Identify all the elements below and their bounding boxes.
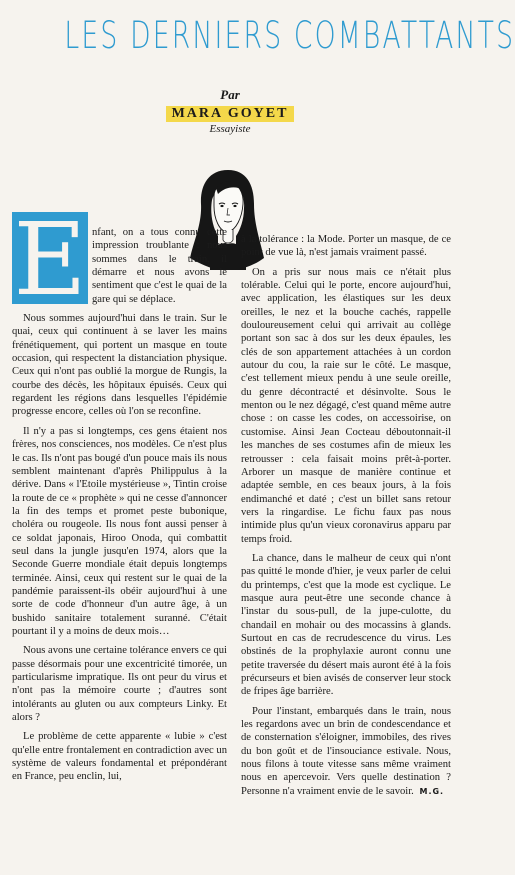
author-signature: M.G. bbox=[419, 786, 445, 796]
paragraph: La chance, dans le malheur de ceux qui n'ont pas quitté le monde d'hier, je veux parler de celui du printemps, c'est que la mode est cyclique. Le masque aura peut-être une seconde chance à l'instar du sous-pull, de la jupe-culotte, du chandail en mohair ou des mocassins à glands. Surtout en cas de recrudescence du virus. Les obstinés de la prophylaxie auront connu une petite traversée du désert mais auront été à la fois précurseurs et bien avisés de conserver leur stock de fripes âge barrière. bbox=[241, 552, 451, 698]
drop-cap-letter: E bbox=[13, 201, 87, 318]
drop-cap-spacer bbox=[12, 212, 92, 298]
paragraph-text: Pour l'instant, embarqués dans le train, nous les regardons avec un brin de condescendance et de consternation s'éloigner, immobiles, des rives du bon goût et de l'insouciance estivale. Nous, nous filons à toute vitesse sans même vraiment nous en apercevoir. Vers quelle destination ? Personne n'a vraiment envie de le savoir. bbox=[241, 705, 451, 797]
article-column-right bbox=[241, 233, 451, 798]
paragraph: Le problème de cette apparente « lubie » c'est qu'elle entre frontalement en contradiction avec un système de valeurs fondamental et prépondérant en France, peu enclin, lui, bbox=[12, 731, 227, 783]
author-name-wrapper bbox=[0, 104, 460, 122]
article-title: LES DERNIERS COMBATTANTS bbox=[64, 14, 515, 57]
paragraph bbox=[241, 705, 451, 798]
paragraph: Nous avons une certaine tolérance envers ce qui passe désormais pour une excentricité timorée, un particularisme impratique. Ils ont peur du virus et n'ont pas la mémoire courte ; d'autres sont intolérants au gluten ou aux compteurs Linky. Et alors ? bbox=[12, 645, 227, 724]
author-role: Essayiste bbox=[209, 123, 251, 135]
paragraph: Nous sommes aujourd'hui dans le train. Sur le quai, ceux qui continuent à se laver les mains frénétiquement, qui portent un masque en toute occasion, qui respectent la distanciation physique. Ceux qui n'ont pas oublié la morgue de Rungis, la courbe des décès, les hôpitaux épuisés. Ceux qui regardent les régions dans lesquelles l'épidémie progresse encore, celles où l'on se reconfine. bbox=[12, 313, 227, 418]
paragraph bbox=[12, 226, 227, 306]
paragraph: Il n'y a pas si longtemps, ces gens étaient nos frères, nos consciences, nos modèles. Ce n'est plus le cas. Ils n'ont pas bougé d'un pouce mais ils nous semblent maintenant d'après Philippulus à la dérive. Dans « l'Etoile mystérieuse », Tintin croise la route de ce « prophète » qui ne cesse d'annoncer la fin des temps et promet peste bubonique, choléra ou rougeole. Ils nous font aussi penser à ce soldat japonais, Hiroo Onoda, qui combattit seul dans la jungle jusqu'en 1974, alors que la Seconde Guerre mondiale était depuis longtemps terminée. Ainsi, ceux qui restent sur le quai de la pandémie paraissent-ils obéir aujourd'hui à une sorte de code d'honneur d'un autre âge, à un bushido sanitaire totalement suranné. C'était pourtant il y a moins de deux mois… bbox=[12, 425, 227, 637]
paragraph: à la tolérance : la Mode. Porter un masque, de ce point de vue là, n'est jamais vraiment passé. bbox=[241, 234, 451, 259]
paragraph: On a pris sur nous mais ce n'était plus tolérable. Celui qui le porte, encore aujourd'hui, avec application, les élastiques sur les deux oreilles, le nez et la bouche cachés, rappelle douloureusement celui qui arrivait au collège portant son sac à dos sur les deux épaules, les clés de son appartement attachées à un cordon autour du cou, la raie sur le côté. Le masque, c'est tellement mieux pendu à une seule oreille, du genre décontracté et désinvolte. Sous le menton ou le nez dégagé, c'est quand même autre chose : on casse les codes, on accessoirise, on customise. Ainsi Jean Cocteau déboutonnait-il les manches de ses costumes afin de mieux les retrousser : cela faisait moins prêt-à-porter. Arborer un masque de manière continue et adaptée semble, en ces beaux jours, à la fois endimanché et daté ; c'est un billet sans retour vers la ringardise. Le fichu faux pas nous intimide plus qu'un vieux coronavirus apparu par temps froid. bbox=[241, 266, 451, 545]
article-column-left bbox=[12, 226, 227, 784]
paragraph-text: nfant, on a tous connu cette impression troublante : nous sommes dans le train, il démarre et nous avons le sentiment que c'est le quai de la gare qui se déplace. bbox=[92, 227, 227, 305]
author-name: MARA GOYET bbox=[166, 106, 295, 122]
byline-par: Par bbox=[220, 87, 240, 102]
